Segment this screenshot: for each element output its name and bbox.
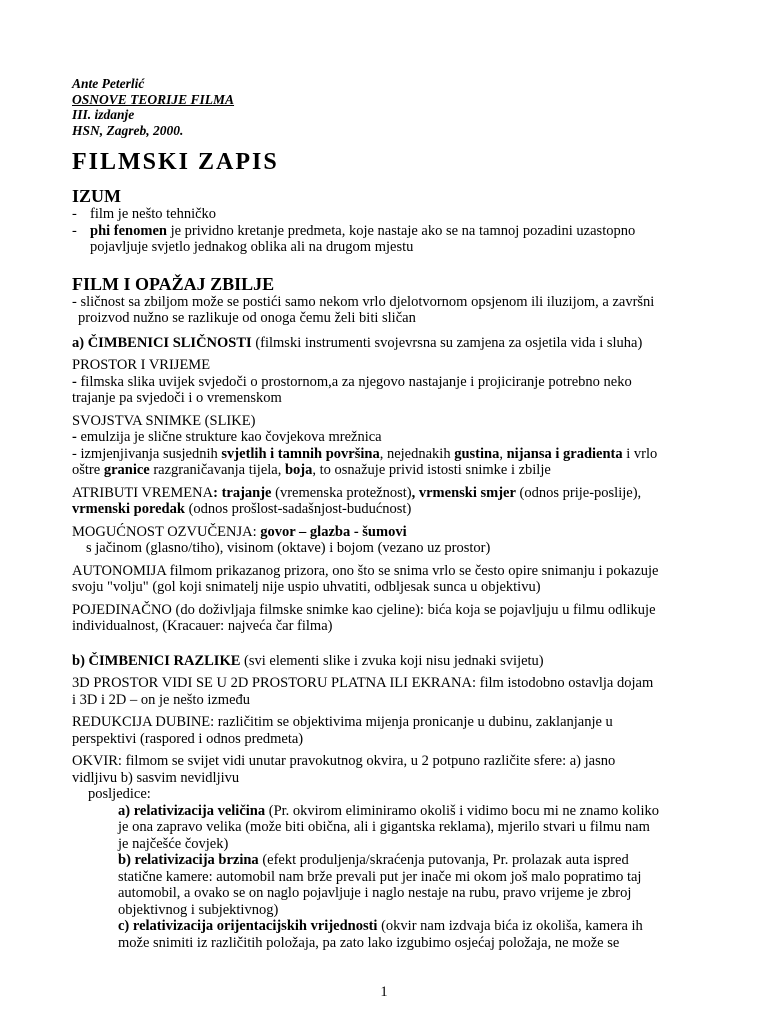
paragraph-svojstva: SVOJSTVA SNIMKE (SLIKE) - emulzija je slične strukture kao čovjekova mrežnica - izmjenjivanja susjednih svjetlih i tamnih površina, nejednakih gustina, nijansa i gradienta i vrlo oštre granice razgraničavanja tijela, boja, to osnažuje privid istosti snimke i zbilje [72,412,658,478]
paragraph-prostor: PROSTOR I VRIJEME - filmska slika uvijek svjedoči o prostornom,a za njegovo nastajanje i projiciranje potrebno neko trajanje pa svjedoči i o vremenskom [72,357,632,406]
paragraph-3d-prostor: 3D PROSTOR VIDI SE U 2D PROSTORU PLATNA ILI EKRANA: film istodobno ostavlja dojam i 3D i 2D – on je nešto između [72,675,654,708]
paragraph-redukcija: REDUKCIJA DUBINE: različitim se objektivima mijenja pronicanje u dubinu, zaklanjanje u perspektivi (raspored i odnos predmeta) [72,714,613,747]
paragraph-atributi: ATRIBUTI VREMENA: trajanje (vremenska protežnost), vrmenski smjer (odnos prije-poslije), vrmenski poredak (odnos prošlost-sadašnjost-budućnost) [72,484,642,517]
list-item-orijentacija: c) relativizacija orijentacijskih vrijednosti (okvir nam izdvaja bića iz okoliša, kamera ih može snimiti iz različitih položaja, pa zato lako izgubimo osjećaj položaja, ne može se [118,918,643,951]
document-title: FILMSKI ZAPIS [72,149,279,175]
section-heading-izum: IZUM [72,186,121,206]
list-item-velicina: a) relativizacija veličina (Pr. okvirom eliminiramo okoliš i vidimo bocu mi ne znamo koliko je ona zapravo velika (može biti obična, ali i gigantska reklama), mjerilo stvari u filmu nam je najčešće čovjek) [118,802,659,852]
book-title: OSNOVE TEORIJE FILMA [72,91,235,107]
author: Ante Peterlić [72,76,145,91]
posljedice-label: posljedice: [88,786,151,802]
subsection-heading-b: b) ČIMBENICI RAZLIKE (svi elementi slike i zvuka koji nisu jednaki svijetu) [72,652,544,669]
section-heading-film: FILM I OPAŽAJ ZBILJE [72,273,275,294]
list-item: - film je nešto tehničko [72,206,217,222]
bibliographic-header [72,76,712,138]
page-number: 1 [380,984,388,1000]
subsection-heading-a: a) ČIMBENICI SLIČNOSTI (filmski instrumenti svojevrsna su zamjena za osjetila vida i sluha) [72,334,643,351]
edition: III. izdanje [72,107,135,122]
list-item-brzina: b) relativizacija brzina (efekt produljenja/skraćenja putovanja, Pr. prolazak auta ispred statične kamere: automobil nam brže prevali put jer inače mi okom još malo popratimo taj automobil, a ovako se on naglo pojavljuje i naglo nestaje na rubu, pravo vrijeme je zbroj objektivnog i subjektivnog) [118,852,642,918]
paragraph-okvir: OKVIR: filmom se svijet vidi unutar pravokutnog okvira, u 2 potpuno različite sfere: a) jasno vidljivu b) sasvim nevidljivu posljedice: [72,753,712,803]
publisher: HSN, Zagreb, 2000. [72,122,184,138]
list-item: - phi fenomen je prividno kretanje predmeta, koje nastaje ako se na tamnoj pozadini uzastopno pojavljuje svjetlo jednakog oblika ali na drugom mjestu [72,222,636,255]
paragraph: - sličnost sa zbiljom može se postići samo nekom vrlo djelotvornom opsjenom ili iluzijom, a završni proizvod nužno se razlikuje od onoga čemu želi biti sličan [72,293,655,326]
paragraph-pojedinacno: POJEDINAČNO (do doživljaja filmske snimke kao cjeline): bića koja se pojavljuju u filmu odlikuje individualnost, (Kracauer: najveća čar filma) [72,601,656,634]
paragraph-ozvucenje: MOGUĆNOST OZVUČENJA: govor – glazba - šumovi s jačinom (glasno/tiho), visinom (oktave) i bojom (vezano uz prostor) [72,523,491,556]
document-body [72,76,712,951]
paragraph-autonomija: AUTONOMIJA filmom prikazanog prizora, ono što se snima vrlo se često opire snimanju i pokazuje svoju "volju" (gol koji snimatelj nije uspio uhvatiti, odbljesak sunca u objektivu) [72,562,659,595]
